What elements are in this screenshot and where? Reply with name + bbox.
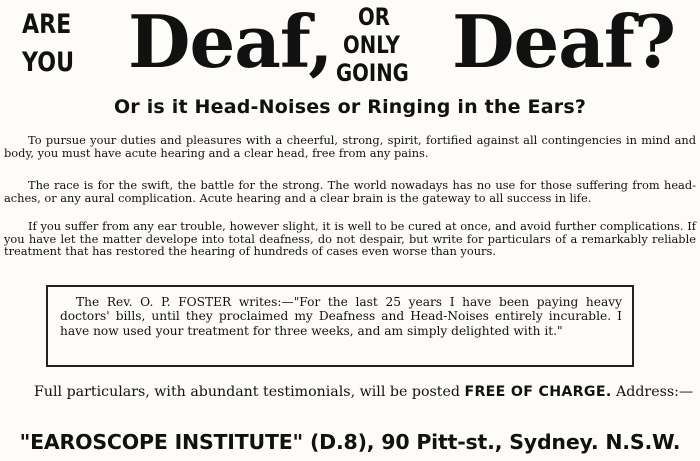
headline-deaf-1: Deaf, [128, 0, 333, 84]
subheading: Or is it Head-Noises or Ringing in the Ears? [113, 96, 587, 118]
address-label: Address:— [611, 384, 694, 400]
headline-going: GOING [336, 59, 409, 87]
particulars-lead: Full particulars, with abundant testimonials, will be posted [34, 384, 465, 400]
testimonial-text: The Rev. O. P. FOSTER writes:—"For the last 25 years I have been paying heavy doctors' bills, until they proclaimed my Deafness and Head-Noises entirely incurable. I have now used your treatment for three weeks, and am simply delighted with it." [60, 295, 622, 338]
institute-address: "EAROSCOPE INSTITUTE" (D.8), 90 Pitt-st., Sydney. N.S.W. [19, 430, 681, 454]
testimonial-box [46, 285, 634, 367]
particulars-notice [4, 384, 696, 400]
headline-only: ONLY [343, 31, 400, 59]
body-paragraph-1: To pursue your duties and pleasures with a cheerful, strong, spirit, fortified against all contingencies in mind and body, you must have acute hearing and a clear head, free from any pains. [4, 133, 696, 160]
headline-are: ARE [22, 9, 72, 40]
headline-or: OR [358, 3, 390, 31]
headline-you: YOU [22, 47, 75, 78]
body-paragraph-2: The race is for the swift, the battle for the strong. The world nowadays has no use for those suffering from head-aches, or any aural complication. Acute hearing and a clear brain is the gateway to all success in life. [4, 178, 696, 205]
free-of-charge: FREE OF CHARGE. [464, 384, 612, 400]
body-paragraph-3: If you suffer from any ear trouble, however slight, it is well to be cured at once, and avoid further complications. If you have let the matter develope into total deafness, do not despair, but write for particulars of a remarkably reliable treatment that has restored the hearing of hundreds of cases even worse than yours. [4, 219, 696, 259]
headline-deaf-2: Deaf? [452, 0, 676, 84]
